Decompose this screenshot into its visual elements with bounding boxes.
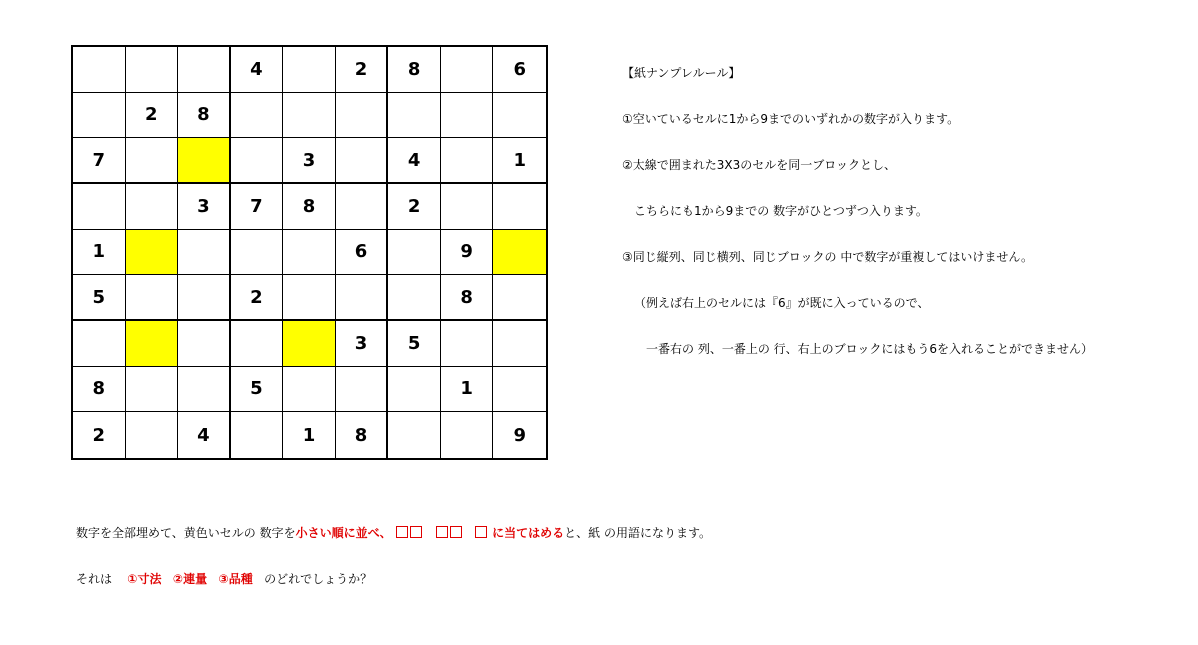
sudoku-cell[interactable] bbox=[178, 138, 231, 184]
sudoku-cell[interactable]: 7 bbox=[73, 138, 126, 184]
sudoku-cell[interactable] bbox=[388, 275, 441, 321]
sudoku-cell[interactable] bbox=[283, 230, 336, 276]
question-line-1 bbox=[76, 524, 711, 541]
sudoku-cell[interactable]: 1 bbox=[283, 412, 336, 458]
sudoku-cell[interactable] bbox=[231, 230, 284, 276]
sudoku-cell[interactable]: 2 bbox=[231, 275, 284, 321]
sudoku-cell[interactable]: 8 bbox=[178, 93, 231, 139]
sudoku-cell[interactable] bbox=[493, 93, 546, 139]
sudoku-cell[interactable] bbox=[231, 412, 284, 458]
sudoku-cell[interactable] bbox=[493, 367, 546, 413]
sudoku-cell[interactable] bbox=[441, 184, 494, 230]
sudoku-cell[interactable] bbox=[441, 47, 494, 93]
rules-title: 【紙ナンプレルール】 bbox=[622, 66, 741, 80]
sudoku-cell[interactable]: 2 bbox=[388, 184, 441, 230]
rule-example-cont: 一番右の 列、一番上の 行、右上のブロックにはもう6を入れることができません） bbox=[646, 342, 1094, 356]
option-3: ③品種 bbox=[218, 572, 253, 586]
question-text-1: 数字を全部埋めて、黄色いセルの 数字を bbox=[76, 526, 296, 540]
sudoku-cell[interactable] bbox=[336, 367, 389, 413]
sudoku-cell[interactable]: 7 bbox=[231, 184, 284, 230]
sudoku-cell[interactable] bbox=[178, 321, 231, 367]
sudoku-cell[interactable] bbox=[336, 184, 389, 230]
answer-box-icon bbox=[436, 526, 448, 538]
sudoku-cell[interactable]: 5 bbox=[388, 321, 441, 367]
sudoku-cell[interactable] bbox=[126, 412, 179, 458]
sudoku-cell[interactable] bbox=[73, 184, 126, 230]
question-suffix: のどれでしょうか？ bbox=[264, 572, 373, 586]
sudoku-cell[interactable]: 4 bbox=[178, 412, 231, 458]
sudoku-cell[interactable] bbox=[336, 275, 389, 321]
sudoku-cell[interactable] bbox=[283, 47, 336, 93]
sudoku-cell[interactable]: 3 bbox=[283, 138, 336, 184]
rule-3: ③同じ縦列、同じ横列、同じブロックの 中で数字が重複してはいけません。 bbox=[622, 250, 1034, 264]
sudoku-cell[interactable] bbox=[126, 367, 179, 413]
sudoku-cell[interactable] bbox=[283, 275, 336, 321]
sudoku-cell[interactable] bbox=[126, 230, 179, 276]
answer-box-icon bbox=[410, 526, 422, 538]
sudoku-cell[interactable] bbox=[178, 47, 231, 93]
sudoku-cell[interactable] bbox=[493, 184, 546, 230]
question-prefix: それは bbox=[76, 572, 113, 586]
sudoku-cell[interactable] bbox=[73, 93, 126, 139]
sudoku-cell[interactable] bbox=[178, 230, 231, 276]
sudoku-cell[interactable] bbox=[283, 321, 336, 367]
sudoku-cell[interactable] bbox=[441, 321, 494, 367]
sudoku-cell[interactable] bbox=[493, 230, 546, 276]
sudoku-cell[interactable] bbox=[231, 93, 284, 139]
sudoku-cell[interactable] bbox=[126, 321, 179, 367]
question-instruction: 小さい順に並べ、 bbox=[295, 526, 392, 540]
sudoku-cell[interactable] bbox=[336, 138, 389, 184]
sudoku-cell[interactable]: 8 bbox=[336, 412, 389, 458]
sudoku-cell[interactable] bbox=[336, 93, 389, 139]
sudoku-cell[interactable]: 1 bbox=[441, 367, 494, 413]
sudoku-cell[interactable] bbox=[441, 138, 494, 184]
sudoku-cell[interactable]: 2 bbox=[336, 47, 389, 93]
sudoku-cell[interactable] bbox=[126, 47, 179, 93]
sudoku-cell[interactable] bbox=[283, 93, 336, 139]
sudoku-cell[interactable] bbox=[178, 275, 231, 321]
sudoku-cell[interactable] bbox=[388, 93, 441, 139]
sudoku-cell[interactable] bbox=[493, 321, 546, 367]
question-fit: に当てはめる bbox=[492, 526, 565, 540]
answer-boxes bbox=[395, 526, 492, 540]
answer-box-icon bbox=[396, 526, 408, 538]
sudoku-cell[interactable]: 3 bbox=[336, 321, 389, 367]
sudoku-cell[interactable] bbox=[388, 230, 441, 276]
sudoku-cell[interactable] bbox=[231, 321, 284, 367]
sudoku-cell[interactable] bbox=[283, 367, 336, 413]
sudoku-cell[interactable]: 8 bbox=[73, 367, 126, 413]
sudoku-cell[interactable]: 8 bbox=[388, 47, 441, 93]
sudoku-cell[interactable] bbox=[126, 184, 179, 230]
sudoku-cell[interactable] bbox=[73, 321, 126, 367]
sudoku-cell[interactable] bbox=[73, 47, 126, 93]
sudoku-cell[interactable] bbox=[441, 412, 494, 458]
sudoku-cell[interactable] bbox=[388, 367, 441, 413]
sudoku-cell[interactable]: 5 bbox=[73, 275, 126, 321]
sudoku-cell[interactable] bbox=[126, 138, 179, 184]
question-text-2: と、紙 の用語になります。 bbox=[564, 526, 712, 540]
sudoku-cell[interactable]: 8 bbox=[441, 275, 494, 321]
question-line-2 bbox=[76, 570, 372, 587]
sudoku-cell[interactable]: 6 bbox=[336, 230, 389, 276]
rule-2: ②太線で囲まれた3X3のセルを同一ブロックとし、 bbox=[622, 158, 897, 172]
answer-box-icon bbox=[475, 526, 487, 538]
sudoku-cell[interactable]: 9 bbox=[441, 230, 494, 276]
sudoku-cell[interactable]: 4 bbox=[231, 47, 284, 93]
sudoku-cell[interactable] bbox=[493, 275, 546, 321]
sudoku-cell[interactable]: 6 bbox=[493, 47, 546, 93]
answer-box-icon bbox=[450, 526, 462, 538]
sudoku-cell[interactable] bbox=[441, 93, 494, 139]
sudoku-cell[interactable] bbox=[126, 275, 179, 321]
sudoku-grid bbox=[71, 45, 548, 460]
sudoku-cell[interactable]: 9 bbox=[513, 424, 526, 446]
rule-example: （例えば右上のセルには『6』が既に入っているので、 bbox=[634, 296, 930, 310]
sudoku-cell[interactable]: 2 bbox=[126, 93, 179, 139]
sudoku-cell[interactable] bbox=[178, 367, 231, 413]
sudoku-cell[interactable]: 5 bbox=[231, 367, 284, 413]
sudoku-cell[interactable]: 8 bbox=[283, 184, 336, 230]
sudoku-cell[interactable]: 3 bbox=[178, 184, 231, 230]
sudoku-cell[interactable] bbox=[388, 412, 441, 458]
sudoku-cell[interactable]: 2 bbox=[73, 412, 126, 458]
rule-1: ①空いているセルに1から9までのいずれかの数字が入ります。 bbox=[622, 112, 960, 126]
option-1: ①寸法 bbox=[127, 572, 162, 586]
sudoku-cell[interactable]: 1 bbox=[73, 230, 126, 276]
sudoku-cell[interactable] bbox=[231, 138, 284, 184]
sudoku-cell[interactable]: 4 bbox=[388, 138, 441, 184]
sudoku-cell[interactable]: 1 bbox=[493, 138, 546, 184]
rule-2-cont: こちらにも1から9までの 数字がひとつずつ入ります。 bbox=[634, 204, 928, 218]
option-2: ②連量 bbox=[172, 572, 208, 586]
